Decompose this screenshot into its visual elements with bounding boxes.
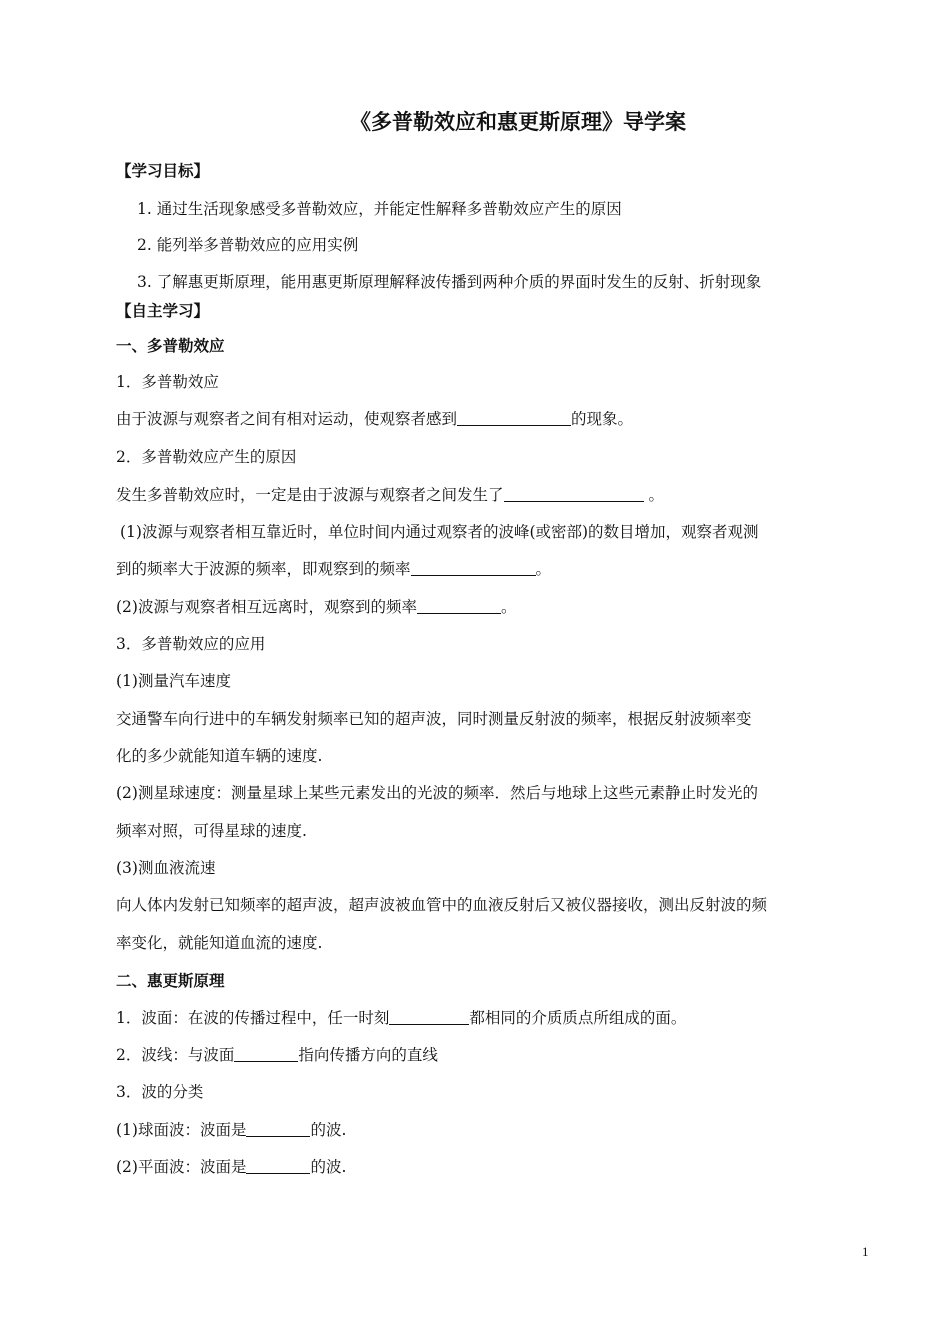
p3-item3: (3)测血液流速 bbox=[116, 859, 216, 877]
p1-text-b: 的现象。 bbox=[571, 410, 634, 428]
p2-item2a: (2)波源与观察者相互远离时，观察到的频率 bbox=[116, 598, 417, 616]
page-title: 《多普勒效应和惠更斯原理》导学案 bbox=[350, 110, 686, 134]
goal-item-3: 3. 了解惠更斯原理，能用惠更斯原理解释波传播到两种介质的界面时发生的反射、折射现象 bbox=[137, 273, 762, 291]
part2-heading: 二、惠更斯原理 bbox=[116, 972, 225, 990]
part2-line5b: 的波. bbox=[310, 1158, 347, 1176]
p3-title: 3．多普勒效应的应用 bbox=[116, 635, 266, 653]
part2-line4a: (1)球面波：波面是 bbox=[116, 1121, 247, 1139]
part1-heading: 一、多普勒效应 bbox=[116, 337, 225, 355]
p3-item1: (1)测量汽车速度 bbox=[116, 672, 231, 690]
part2-line2 bbox=[116, 1044, 438, 1066]
goal-item-1: 1. 通过生活现象感受多普勒效应，并能定性解释多普勒效应产生的原因 bbox=[137, 200, 622, 218]
p3-item1-line2: 化的多少就能知道车辆的速度. bbox=[116, 747, 323, 765]
self-study-heading: 【自主学习】 bbox=[116, 302, 210, 320]
p2-item2b: 。 bbox=[500, 598, 517, 616]
fill-blank[interactable] bbox=[246, 1157, 310, 1174]
p3-item2-line1: (2)测星球速度：测量星球上某些元素发出的光波的频率．然后与地球上这些元素静止时发光的 bbox=[116, 784, 758, 802]
part2-line5a: (2)平面波：波面是 bbox=[116, 1158, 247, 1176]
p3-item1-line1: 交通警车向行进中的车辆发射频率已知的超声波，同时测量反射波的频率，根据反射波频率变 bbox=[116, 710, 752, 728]
p2-item2 bbox=[116, 596, 516, 618]
p1-text-a: 由于波源与观察者之间有相对运动，使观察者感到 bbox=[116, 410, 458, 428]
part2-line1 bbox=[116, 1007, 686, 1029]
part2-line2b: 指向传播方向的直线 bbox=[298, 1046, 438, 1064]
p2-item1-line2a: 到的频率大于波源的频率，即观察到的频率 bbox=[116, 560, 411, 578]
page-number: 1 bbox=[862, 1244, 869, 1259]
fill-blank[interactable] bbox=[457, 409, 571, 426]
fill-blank[interactable] bbox=[246, 1120, 310, 1137]
goal-item-2: 2. 能列举多普勒效应的应用实例 bbox=[137, 236, 359, 254]
part2-line1a: 1．波面：在波的传播过程中，任一时刻 bbox=[116, 1009, 390, 1027]
fill-blank[interactable] bbox=[504, 485, 644, 502]
part2-line4b: 的波. bbox=[310, 1121, 347, 1139]
part2-line1b: 都相同的介质质点所组成的面。 bbox=[469, 1009, 687, 1027]
p2-item1-line2b: 。 bbox=[535, 560, 552, 578]
p2-item1-line1: (1)波源与观察者相互靠近时，单位时间内通过观察者的波峰(或密部)的数目增加，观察者观测 bbox=[120, 523, 759, 541]
fill-blank[interactable] bbox=[411, 559, 536, 576]
part2-line5 bbox=[116, 1156, 346, 1178]
p3-item3-line1: 向人体内发射已知频率的超声波，超声波被血管中的血液反射后又被仪器接收，测出反射波的频 bbox=[116, 896, 768, 914]
p2-text-a: 发生多普勒效应时，一定是由于波源与观察者之间发生了 bbox=[116, 486, 504, 504]
part2-line3: 3．波的分类 bbox=[116, 1083, 204, 1101]
part2-line2a: 2．波线：与波面 bbox=[116, 1046, 235, 1064]
part2-line4 bbox=[116, 1119, 346, 1141]
p2-item1-line2 bbox=[116, 558, 551, 580]
goals-heading: 【学习目标】 bbox=[116, 162, 210, 180]
fill-blank[interactable] bbox=[417, 597, 501, 614]
p1-title: 1．多普勒效应 bbox=[116, 373, 219, 391]
p2-title: 2．多普勒效应产生的原因 bbox=[116, 448, 297, 466]
fill-blank[interactable] bbox=[234, 1045, 298, 1062]
p3-item2-line2: 频率对照，可得星球的速度. bbox=[116, 822, 307, 840]
p2-text bbox=[116, 484, 664, 506]
p1-text bbox=[116, 408, 633, 430]
p2-text-b: 。 bbox=[643, 486, 664, 504]
fill-blank[interactable] bbox=[389, 1008, 469, 1025]
p3-item3-line2: 率变化，就能知道血流的速度. bbox=[116, 934, 323, 952]
